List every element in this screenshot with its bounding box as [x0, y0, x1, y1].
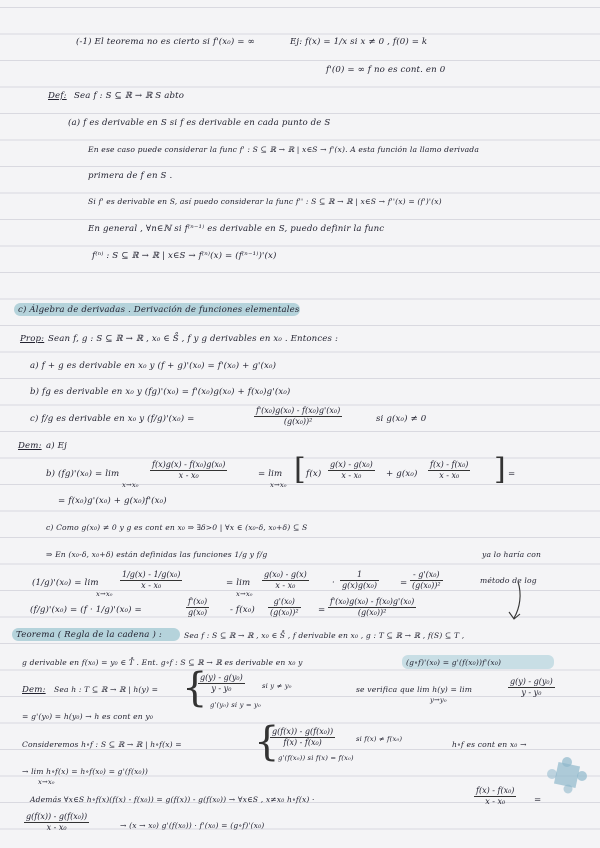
fraction-denominator: (g(x₀))² — [412, 581, 441, 590]
limit-subscript: x→x₀ — [122, 481, 139, 489]
text-line: En general , ∀n∈ℕ si f⁽ⁿ⁻¹⁾ es derivable en S, puedo definir la func — [88, 224, 385, 234]
text-line: (1/g)'(x₀) = lim — [32, 578, 99, 588]
text-line: g derivable en f(x₀) = y₀ ∈ T̊ . Ent. g∘f : S ⊆ ℝ → ℝ es derivable en x₀ y — [22, 658, 303, 667]
text-line: b) (fg)'(x₀) = lim — [46, 469, 120, 479]
text-line: b) fg es derivable en x₀ y (fg)'(x₀) = f'(x₀)g(x₀) + f(x₀)g'(x₀) — [30, 387, 291, 397]
text-line: Además ∀x∈S h∘f(x)(f(x) - f(x₀)) = g(f(x)) - g(f(x₀)) → ∀x∈S , x≠x₀ h∘f(x) · — [30, 795, 315, 804]
text-line: = — [508, 469, 516, 479]
text-line: = f(x₀)g'(x₀) + g(x₀)f'(x₀) — [58, 496, 167, 506]
fraction-denominator: x - x₀ — [341, 471, 362, 480]
fraction — [150, 460, 227, 481]
limit-subscript: y→y₀ — [430, 696, 447, 704]
fraction-numerator: f(x) - f(x₀) — [476, 786, 515, 795]
text-line: = — [534, 795, 542, 805]
fraction — [328, 460, 375, 481]
fraction-numerator: 1 — [340, 570, 379, 581]
text-line: si g(x₀) ≠ 0 — [376, 414, 427, 424]
text-line: si f(x) ≠ f(x₀) — [356, 735, 403, 743]
fraction-numerator: f(x) - f(x₀) — [430, 460, 469, 469]
text-line: = lim — [226, 578, 251, 588]
fraction-numerator: f(x)g(x) - f(x₀)g(x₀) — [152, 460, 226, 469]
fraction — [508, 677, 555, 698]
fraction-denominator: y - y₀ — [521, 688, 542, 697]
fraction — [120, 570, 182, 591]
demonstration-label: Dem: — [18, 441, 42, 451]
text-line: c) Como g(x₀) ≠ 0 y g es cont en x₀ ⇒ ∃δ>0 | ∀x ∈ (x₀-δ, x₀+δ) ⊆ S — [46, 523, 308, 532]
text-line: (a) f es derivable en S si f es derivable en cada punto de S — [68, 118, 331, 128]
fraction-numerator: g'(x₀) — [268, 597, 301, 608]
fraction-denominator: g(x₀) — [188, 608, 208, 617]
fraction-denominator: f(x) - f(x₀) — [283, 738, 322, 747]
brace: { — [182, 665, 208, 711]
fraction-denominator: (g(x₀))² — [270, 608, 299, 617]
fraction — [24, 812, 89, 833]
fraction — [270, 727, 335, 748]
fraction-denominator: x - x₀ — [178, 471, 199, 480]
text-line: primera de f en S . — [88, 171, 173, 181]
limit-subscript: x→x₀ — [38, 778, 55, 786]
text-line: + g(x₀) — [386, 469, 418, 479]
text-line: = lim — [258, 469, 283, 479]
puzzle-logo-icon — [546, 756, 588, 794]
text-line: Sea f : S ⊆ ℝ → ℝ , x₀ ∈ S̊ , f derivable en x₀ , g : T ⊆ ℝ → ℝ , f(S) ⊆ T , — [184, 631, 465, 640]
limit-subscript: x→x₀ — [96, 590, 113, 598]
fraction-denominator: x - x₀ — [141, 581, 162, 590]
fraction — [328, 597, 416, 618]
text-line: En ese caso puede considerar la func f' : S ⊆ ℝ → ℝ | x∈S → f'(x). A esta función la llamo derivada — [88, 145, 479, 154]
text-line: g'(f(x₀)) si f(x) = f(x₀) — [278, 754, 354, 762]
brace: { — [254, 719, 280, 765]
fraction-numerator: g(y) - g(y₀) — [510, 677, 553, 686]
bracket-open: [ — [294, 452, 306, 487]
fraction-denominator: (g(x₀))² — [357, 608, 387, 617]
text-line: Sean f, g : S ⊆ ℝ → ℝ , x₀ ∈ S̊ , f y g derivables en x₀ . Entonces : — [48, 334, 339, 344]
fraction-denominator: x - x₀ — [275, 581, 296, 590]
fraction-numerator: g(f(x)) - g(f(x₀)) — [272, 727, 334, 736]
margin-note: ya lo haría con — [482, 550, 542, 559]
section-title: c) Álgebra de derivadas . Derivación de funciones elementales — [18, 305, 300, 315]
curved-arrow-icon — [500, 580, 530, 624]
fraction-numerator: - g'(x₀) — [410, 570, 443, 581]
fraction-denominator: g(x)g(x₀) — [342, 581, 377, 590]
text-line: (f/g)'(x₀) = (f · 1/g)'(x₀) = — [30, 605, 142, 615]
text-line: f(x) — [306, 469, 322, 479]
fraction-numerator: g(x) - g(x₀) — [330, 460, 373, 469]
text-line: c) f/g es derivable en x₀ y (f/g)'(x₀) = — [30, 414, 195, 424]
text-line: Si f' es derivable en S, así puedo considerar la func f'' : S ⊆ ℝ → ℝ | x∈S → f''(x) = (f')'(x) — [88, 197, 442, 206]
text-line: a) f + g es derivable en x₀ y (f + g)'(x₀) = f'(x₀) + g'(x₀) — [30, 361, 277, 371]
fraction — [340, 570, 379, 591]
fraction — [262, 570, 309, 591]
fraction — [410, 570, 443, 591]
text-line: se verifica que lim h(y) = lim — [356, 685, 473, 694]
fraction-denominator: x - x₀ — [439, 471, 460, 480]
text-line: - f(x₀) — [230, 605, 255, 615]
text-line: → (x → x₀) g'(f(x₀)) · f'(x₀) = (g∘f)'(x₀) — [120, 821, 265, 830]
fraction — [474, 786, 516, 807]
text-line: = g'(y₀) = h(y₀) → h es cont en y₀ — [22, 712, 154, 721]
fraction-numerator: f'(x₀)g(x₀) - f(x₀)g'(x₀) — [330, 597, 415, 606]
fraction — [268, 597, 301, 618]
text-line: → lim h∘f(x) = h∘f(x₀) = g'(f(x₀)) — [22, 767, 148, 776]
text-line: ⇒ En (x₀-δ, x₀+δ) están definidas las funciones 1/g y f/g — [46, 550, 268, 559]
fraction-denominator: x - x₀ — [485, 797, 506, 806]
text-line: h∘f es cont en x₀ → — [452, 740, 527, 749]
text-line: si y ≠ y₀ — [262, 682, 292, 690]
text-line: f⁽ⁿ⁾ : S ⊆ ℝ → ℝ | x∈S → f⁽ⁿ⁾(x) = (f⁽ⁿ⁻¹⁾)'(x) — [92, 251, 277, 261]
fraction-numerator: g(x₀) - g(x) — [264, 570, 307, 579]
fraction — [254, 406, 342, 427]
fraction-numerator: g(f(x)) - g(f(x₀)) — [26, 812, 88, 821]
definition-label: Def: — [48, 91, 67, 101]
bracket-close: ] — [494, 452, 506, 487]
text-line: Sea f : S ⊆ ℝ → ℝ S abto — [74, 91, 185, 101]
demonstration-label: Dem: — [22, 685, 46, 695]
text-line: · — [332, 578, 335, 588]
fraction — [186, 597, 209, 618]
text-line: g'(y₀) si y = y₀ — [210, 701, 261, 709]
text-line: Sea h : T ⊆ ℝ → ℝ | h(y) = — [54, 685, 159, 694]
fraction-numerator: f'(x₀) — [188, 597, 208, 606]
text-line: = — [400, 578, 408, 588]
text-line: (g∘f)'(x₀) = g'(f(x₀))f'(x₀) — [406, 658, 502, 667]
theorem-label: Teorema ( Regla de la cadena ) : — [16, 630, 162, 640]
fraction-numerator: f'(x₀)g(x₀) - f(x₀)g'(x₀) — [256, 406, 341, 415]
fraction-denominator: y - y₀ — [211, 684, 232, 693]
text-line: f'(0) = ∞ f no es cont. en 0 — [326, 65, 446, 75]
fraction-denominator: (g(x₀))² — [283, 417, 313, 426]
fraction — [198, 673, 245, 694]
fraction-numerator: g(y) - g(y₀) — [200, 673, 243, 682]
text-line: = — [318, 605, 326, 615]
limit-subscript: x→x₀ — [236, 590, 253, 598]
proposition-label: Prop: — [20, 334, 45, 344]
fraction — [428, 460, 470, 481]
text-line: Ej: f(x) = 1/x si x ≠ 0 , f(0) = k — [290, 37, 428, 47]
margin-note: método de log — [480, 576, 537, 585]
fraction-denominator: x - x₀ — [46, 823, 67, 832]
text-line: a) Ej — [46, 441, 67, 451]
text-line: (-1) El teorema no es cierto si f'(x₀) = ∞ — [76, 37, 255, 47]
limit-subscript: x→x₀ — [270, 481, 287, 489]
text-line: Consideremos h∘f : S ⊆ ℝ → ℝ | h∘f(x) = — [22, 740, 182, 749]
fraction-numerator: 1/g(x) - 1/g(x₀) — [122, 570, 181, 579]
